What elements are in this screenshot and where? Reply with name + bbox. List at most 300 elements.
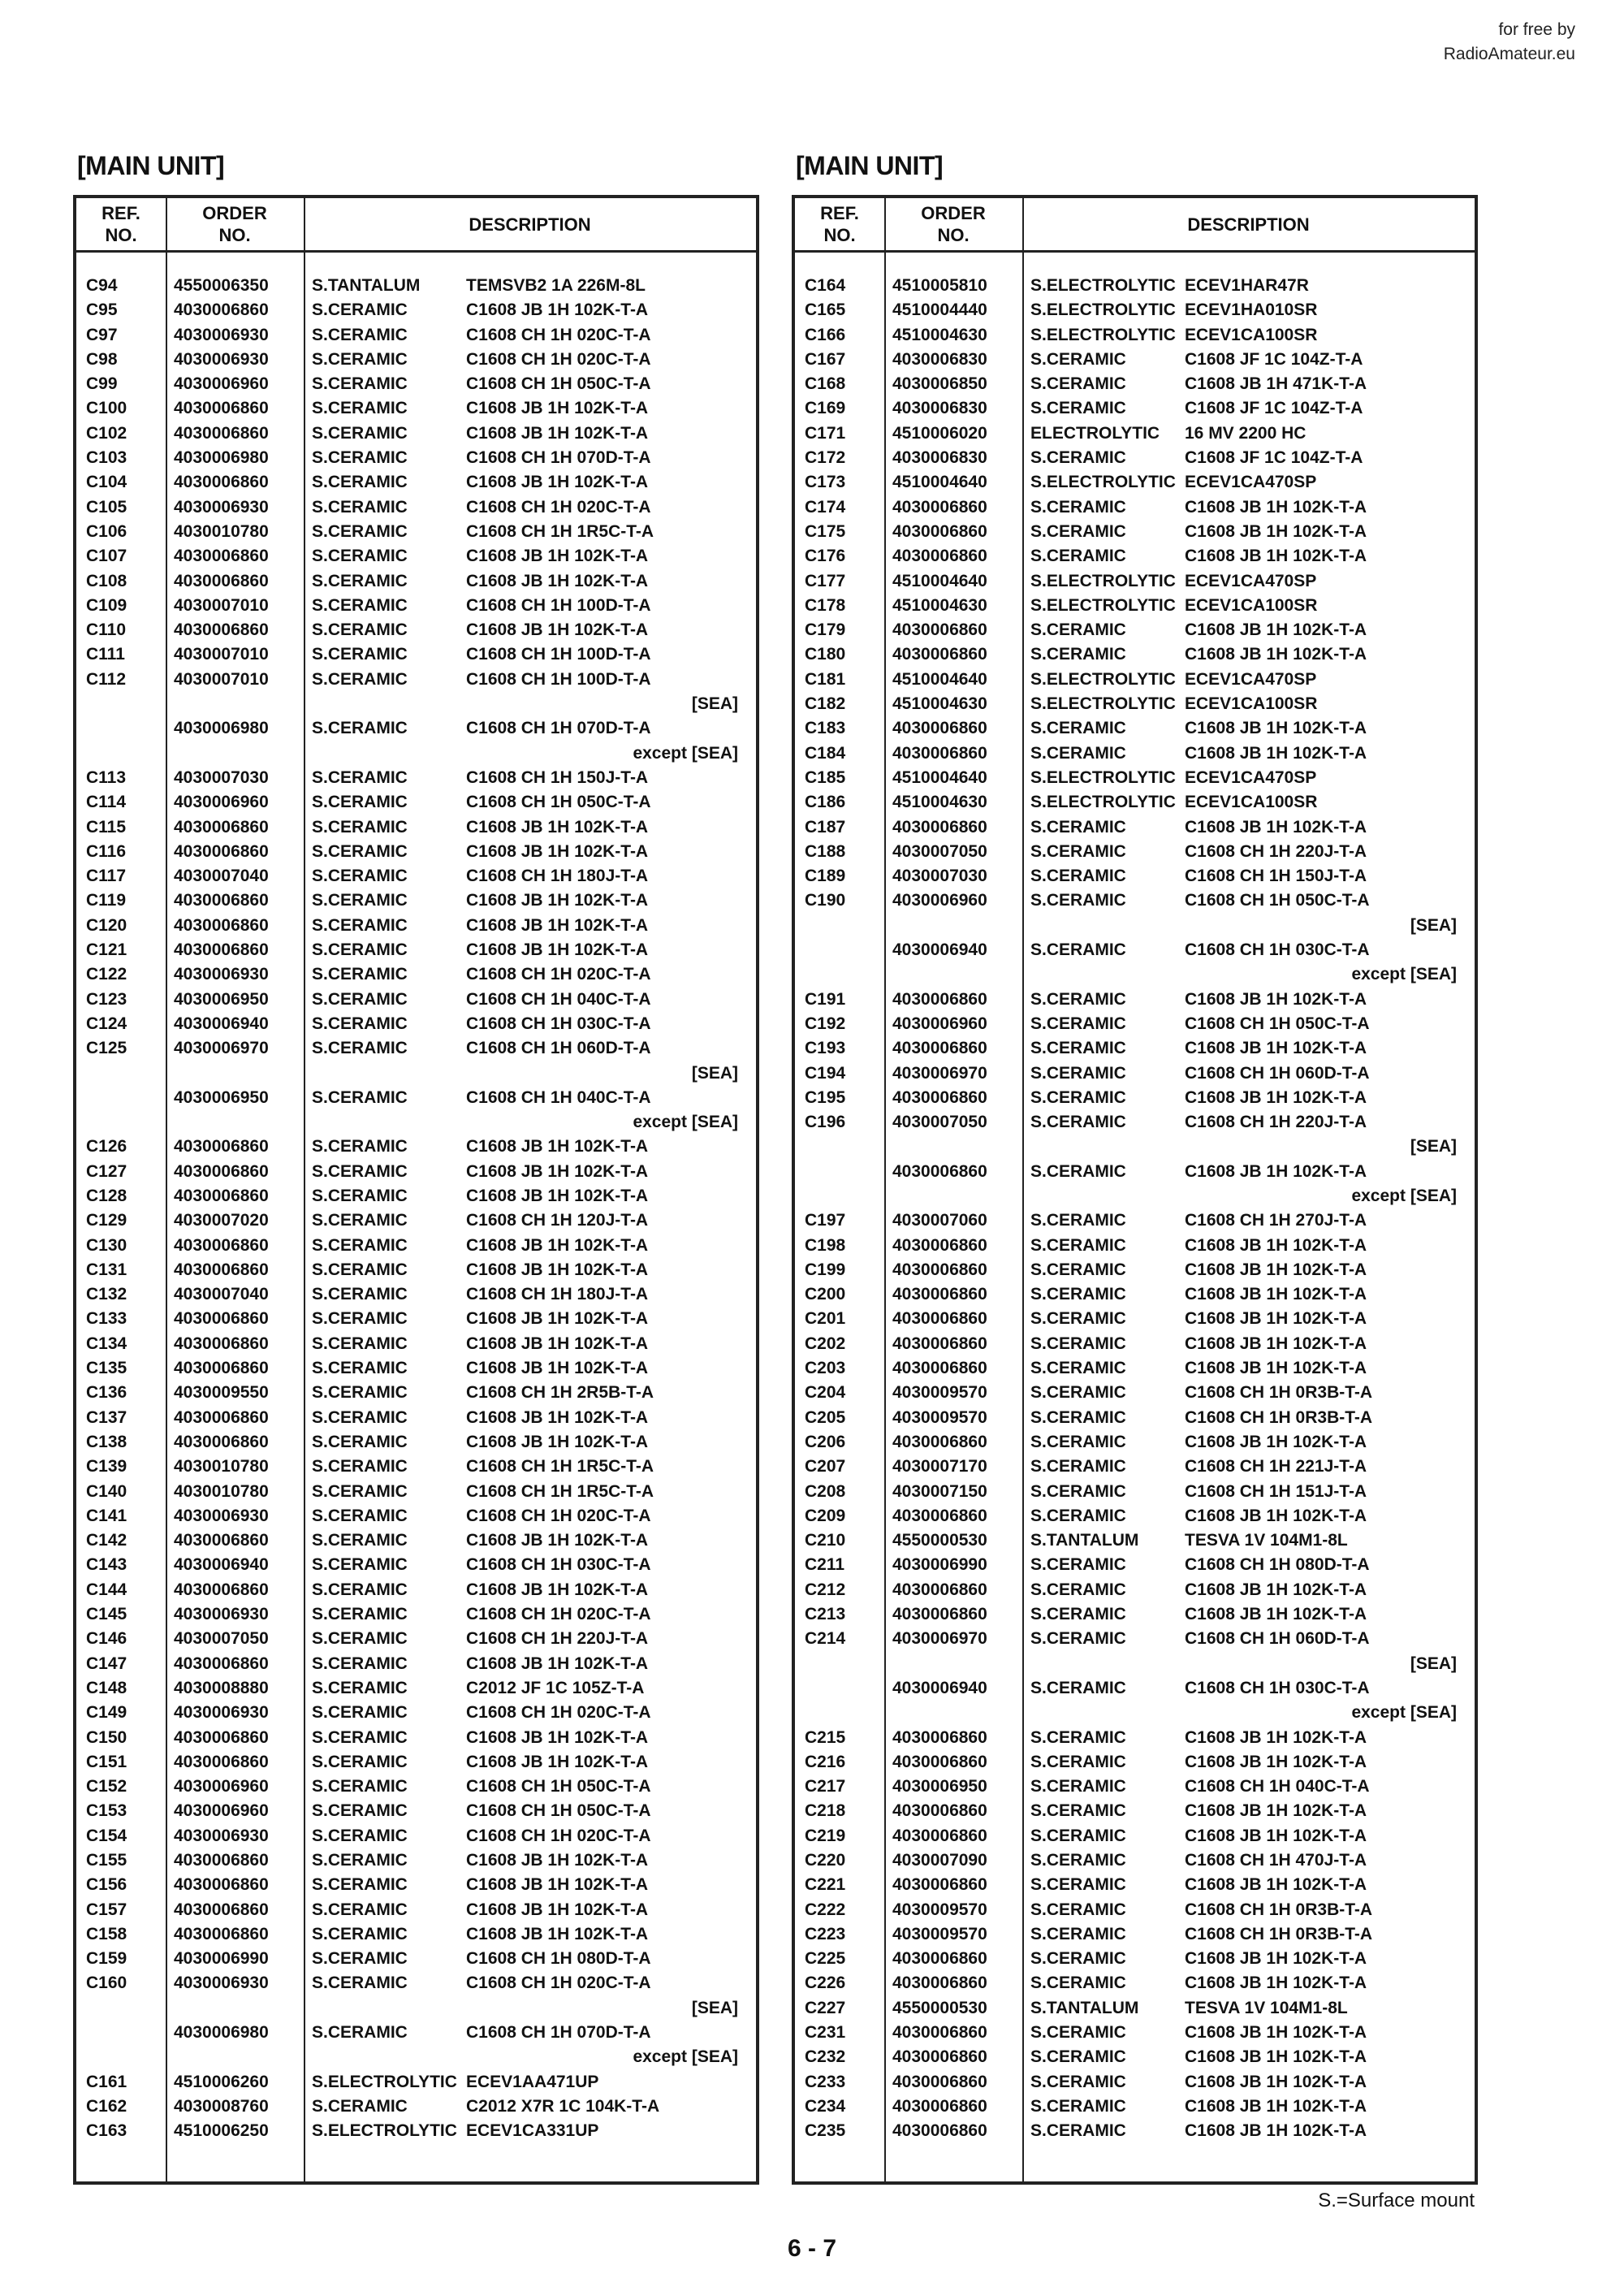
part-type: S.CERAMIC xyxy=(312,867,408,886)
table-row xyxy=(795,864,1475,888)
order-no: 4030006930 xyxy=(174,965,269,984)
ref-no: C111 xyxy=(86,645,125,664)
part-type: S.CERAMIC xyxy=(312,891,408,910)
order-no: 4030006860 xyxy=(892,1285,987,1304)
table-row xyxy=(795,2119,1475,2143)
ref-no: C116 xyxy=(86,841,127,861)
order-no: 4030006860 xyxy=(174,1359,269,1378)
ref-no: C213 xyxy=(805,1605,846,1624)
part-type: S.CERAMIC xyxy=(1030,743,1126,763)
table-row xyxy=(795,1947,1475,1971)
part-number: C1608 JB 1H 102K-T-A xyxy=(1185,817,1367,837)
table-row xyxy=(795,1381,1475,1405)
order-no: 4510006020 xyxy=(892,423,987,443)
order-no: 4030006830 xyxy=(892,399,987,418)
order-no: 4030006860 xyxy=(174,1137,269,1156)
part-type: S.CERAMIC xyxy=(312,817,408,837)
order-no: 4030009570 xyxy=(892,1383,987,1403)
part-number: ECEV1CA100SR xyxy=(1185,595,1318,615)
table-row xyxy=(76,1775,756,1799)
part-number: C1608 JB 1H 102K-T-A xyxy=(1185,1432,1367,1451)
part-type: S.CERAMIC xyxy=(312,1161,408,1181)
table-row xyxy=(795,396,1475,421)
part-type: S.CERAMIC xyxy=(1030,448,1126,468)
part-number: C1608 CH 1H 060D-T-A xyxy=(466,1039,651,1058)
order-no: 4030006860 xyxy=(892,1949,987,1969)
table-row xyxy=(795,1775,1475,1799)
part-number: ECEV1HA010SR xyxy=(1185,300,1318,320)
table-row xyxy=(76,1701,756,1725)
part-number: C1608 JB 1H 102K-T-A xyxy=(466,1924,649,1943)
order-no: 4030006860 xyxy=(892,989,987,1009)
part-type: S.CERAMIC xyxy=(1030,497,1126,517)
order-no: 4030006860 xyxy=(892,1309,987,1329)
part-type: S.CERAMIC xyxy=(312,1481,408,1501)
ref-no: C217 xyxy=(805,1777,846,1796)
ref-no: C205 xyxy=(805,1407,846,1427)
part-number: C1608 CH 1H 0R3B-T-A xyxy=(1185,1407,1373,1427)
ref-no: C212 xyxy=(805,1580,846,1599)
part-number: C1608 CH 1H 150J-T-A xyxy=(1185,867,1367,886)
part-number: C1608 JB 1H 102K-T-A xyxy=(466,571,649,590)
ref-no: C203 xyxy=(805,1359,846,1378)
part-number: C1608 CH 1H 050C-T-A xyxy=(466,1777,651,1796)
part-number: C1608 JB 1H 102K-T-A xyxy=(1185,1580,1367,1599)
table-row xyxy=(76,1922,756,1947)
part-type: S.CERAMIC xyxy=(1030,1974,1126,1993)
part-number: C1608 JB 1H 102K-T-A xyxy=(466,1432,649,1451)
part-number: C1608 JB 1H 102K-T-A xyxy=(466,1161,649,1181)
part-number: C1608 CH 1H 120J-T-A xyxy=(466,1211,649,1230)
table-row xyxy=(76,1504,756,1528)
order-no: 4030006960 xyxy=(174,1777,269,1796)
part-type: S.CERAMIC xyxy=(312,2096,408,2116)
ref-no: C184 xyxy=(805,743,846,763)
table-row xyxy=(76,1528,756,1553)
table-row xyxy=(795,914,1475,938)
part-number: C1608 CH 1H 220J-T-A xyxy=(466,1629,649,1649)
part-number: C1608 JB 1H 102K-T-A xyxy=(466,915,649,935)
table-row xyxy=(795,274,1475,298)
part-number: C1608 CH 1H 040C-T-A xyxy=(466,1087,651,1107)
order-no: 4030006860 xyxy=(174,1851,269,1870)
table-row xyxy=(795,1824,1475,1848)
order-no: 4030006930 xyxy=(174,497,269,517)
table-row xyxy=(795,668,1475,692)
part-number: C1608 CH 1H 0R3B-T-A xyxy=(1185,1924,1373,1943)
part-number: C1608 JB 1H 102K-T-A xyxy=(1185,2023,1367,2043)
part-number: C1608 CH 1H 1R5C-T-A xyxy=(466,1457,654,1476)
ref-no: C102 xyxy=(86,423,127,443)
part-number: C1608 CH 1H 050C-T-A xyxy=(1185,1014,1370,1033)
table-row xyxy=(795,1430,1475,1455)
table-row xyxy=(795,495,1475,520)
part-number: C1608 CH 1H 180J-T-A xyxy=(466,1285,649,1304)
table-row xyxy=(76,348,756,372)
table-row xyxy=(76,1873,756,1897)
part-type: S.CERAMIC xyxy=(1030,1457,1126,1476)
ref-no: C176 xyxy=(805,547,846,566)
order-no: 4030006960 xyxy=(174,1801,269,1821)
ref-no: C147 xyxy=(86,1654,127,1673)
part-number: C1608 JB 1H 102K-T-A xyxy=(466,1654,649,1673)
table-row xyxy=(76,1430,756,1455)
order-no: 4510004640 xyxy=(892,767,987,787)
order-no: 4030006860 xyxy=(892,620,987,640)
order-no: 4030006860 xyxy=(892,1506,987,1525)
part-type: S.CERAMIC xyxy=(1030,719,1126,738)
part-number: C1608 JB 1H 102K-T-A xyxy=(1185,1039,1367,1058)
part-type: S.CERAMIC xyxy=(1030,547,1126,566)
header-divider xyxy=(76,250,756,253)
part-number: C1608 JB 1H 102K-T-A xyxy=(466,473,649,492)
table-row xyxy=(76,569,756,594)
part-number: C1608 JB 1H 102K-T-A xyxy=(1185,645,1367,664)
table-row xyxy=(795,520,1475,544)
part-type: S.TANTALUM xyxy=(1030,1531,1139,1550)
table-row xyxy=(795,2021,1475,2045)
part-number: C1608 CH 1H 470J-T-A xyxy=(1185,1851,1367,1870)
region-note: except [SEA] xyxy=(1351,1186,1457,1205)
ref-no: C103 xyxy=(86,448,127,468)
table-row xyxy=(76,642,756,667)
ref-no: C99 xyxy=(86,374,118,394)
order-no: 4030006860 xyxy=(174,940,269,960)
part-number: C1608 JB 1H 102K-T-A xyxy=(1185,2121,1367,2141)
part-type: S.CERAMIC xyxy=(1030,1211,1126,1230)
order-no: 4030007090 xyxy=(892,1851,987,1870)
part-type: S.CERAMIC xyxy=(1030,1432,1126,1451)
part-type: S.CERAMIC xyxy=(312,1260,408,1279)
part-number: ECEV1CA470SP xyxy=(1185,669,1317,689)
part-number: TEMSVB2 1A 226M-8L xyxy=(466,276,646,295)
table-row xyxy=(795,1258,1475,1282)
ref-no: C160 xyxy=(86,1974,127,1993)
ref-no: C185 xyxy=(805,767,846,787)
ref-no: C161 xyxy=(86,2072,127,2091)
part-type: S.CERAMIC xyxy=(312,1580,408,1599)
order-no: 4510004640 xyxy=(892,669,987,689)
table-row xyxy=(795,1676,1475,1701)
table-row xyxy=(795,1406,1475,1430)
order-no: 4030007010 xyxy=(174,595,269,615)
part-type: S.CERAMIC xyxy=(1030,989,1126,1009)
part-number: C1608 JB 1H 102K-T-A xyxy=(466,423,649,443)
part-number: C1608 JB 1H 102K-T-A xyxy=(466,1727,649,1747)
ref-no: C153 xyxy=(86,1801,127,1821)
part-type: S.CERAMIC xyxy=(1030,1777,1126,1796)
part-number: C1608 CH 1H 020C-T-A xyxy=(466,1974,651,1993)
table-row xyxy=(795,1627,1475,1651)
part-number: C1608 CH 1H 020C-T-A xyxy=(466,1826,651,1845)
order-no: 4030006860 xyxy=(892,2121,987,2141)
part-number: C1608 CH 1H 080D-T-A xyxy=(466,1949,651,1969)
order-no: 4510006260 xyxy=(174,2072,269,2091)
part-number: C1608 JB 1H 102K-T-A xyxy=(1185,1260,1367,1279)
description-header: DESCRIPTION xyxy=(469,214,591,235)
part-type: S.CERAMIC xyxy=(1030,399,1126,418)
part-type: S.CERAMIC xyxy=(312,669,408,689)
part-number: C1608 CH 1H 180J-T-A xyxy=(466,867,649,886)
ref-no: C175 xyxy=(805,521,846,541)
part-number: C1608 CH 1H 1R5C-T-A xyxy=(466,521,654,541)
ref-no: C172 xyxy=(805,448,846,468)
part-number: C1608 JB 1H 102K-T-A xyxy=(466,1900,649,1919)
order-no: 4030006860 xyxy=(892,1605,987,1624)
table-row xyxy=(795,618,1475,642)
part-number: C1608 CH 1H 050C-T-A xyxy=(466,374,651,394)
order-no: 4030006940 xyxy=(892,1678,987,1697)
table-row xyxy=(76,1971,756,1995)
part-type: S.CERAMIC xyxy=(1030,1285,1126,1304)
order-no: 4030006830 xyxy=(892,349,987,369)
part-type: S.CERAMIC xyxy=(312,1014,408,1033)
part-number: C1608 CH 1H 040C-T-A xyxy=(466,989,651,1009)
part-type: S.CERAMIC xyxy=(312,448,408,468)
part-type: S.CERAMIC xyxy=(1030,1309,1126,1329)
ref-no: C214 xyxy=(805,1629,846,1649)
part-number: C1608 JB 1H 102K-T-A xyxy=(1185,1974,1367,1993)
table-row xyxy=(795,372,1475,396)
ref-no: C141 xyxy=(86,1506,127,1525)
ref-no: C195 xyxy=(805,1087,846,1107)
part-type: S.CERAMIC xyxy=(1030,1826,1126,1845)
part-number: C1608 JB 1H 102K-T-A xyxy=(1185,1285,1367,1304)
order-no: 4030006860 xyxy=(174,1727,269,1747)
table-row xyxy=(76,1898,756,1922)
part-number: C1608 JB 1H 102K-T-A xyxy=(1185,547,1367,566)
order-no: 4030006860 xyxy=(892,1039,987,1058)
part-type: S.CERAMIC xyxy=(1030,1087,1126,1107)
ref-no: C235 xyxy=(805,2121,846,2141)
part-type: S.CERAMIC xyxy=(312,1875,408,1895)
ref-no: C192 xyxy=(805,1014,846,1033)
ref-no: C151 xyxy=(86,1752,127,1771)
part-type: S.CERAMIC xyxy=(312,1900,408,1919)
ref-no: C225 xyxy=(805,1949,846,1969)
part-number: C1608 JB 1H 102K-T-A xyxy=(466,1359,649,1378)
ref-no: C119 xyxy=(86,891,127,910)
ref-no: C208 xyxy=(805,1481,846,1501)
order-no: 4030009570 xyxy=(892,1900,987,1919)
table-row xyxy=(795,1036,1475,1061)
table-row xyxy=(795,692,1475,716)
table-row xyxy=(795,642,1475,667)
order-no: 4030006860 xyxy=(174,1334,269,1353)
order-no: 4030006860 xyxy=(174,1531,269,1550)
part-type: S.CERAMIC xyxy=(312,473,408,492)
region-note: except [SEA] xyxy=(633,2047,738,2067)
order-no: 4030007040 xyxy=(174,1285,269,1304)
ref-no: C219 xyxy=(805,1826,846,1845)
table-row xyxy=(76,1208,756,1233)
ref-no: C107 xyxy=(86,547,127,566)
part-type: S.CERAMIC xyxy=(312,1974,408,1993)
table-row xyxy=(76,840,756,864)
part-type: S.CERAMIC xyxy=(1030,374,1126,394)
part-type: S.CERAMIC xyxy=(312,1432,408,1451)
part-number: C1608 JB 1H 102K-T-A xyxy=(1185,2072,1367,2091)
part-number: C1608 JB 1H 102K-T-A xyxy=(1185,521,1367,541)
part-number: C1608 JB 1H 102K-T-A xyxy=(1185,1309,1367,1329)
ref-no: C157 xyxy=(86,1900,127,1919)
order-no: 4030006860 xyxy=(174,1752,269,1771)
table-row xyxy=(76,1332,756,1356)
ref-no: C95 xyxy=(86,300,118,320)
part-type: S.CERAMIC xyxy=(312,1752,408,1771)
part-number: C1608 JB 1H 102K-T-A xyxy=(466,399,649,418)
part-number: C1608 CH 1H 020C-T-A xyxy=(466,349,651,369)
ref-no: C166 xyxy=(805,325,846,344)
part-type: S.CERAMIC xyxy=(312,793,408,812)
order-no: 4030006860 xyxy=(174,620,269,640)
order-no: 4030006860 xyxy=(174,1580,269,1599)
part-type: S.CERAMIC xyxy=(1030,1900,1126,1919)
part-type: S.CERAMIC xyxy=(312,1407,408,1427)
order-no: 4030006930 xyxy=(174,1826,269,1845)
region-note: except [SEA] xyxy=(1351,1703,1457,1723)
table-row xyxy=(76,1947,756,1971)
part-number: C1608 JB 1H 102K-T-A xyxy=(1185,1875,1367,1895)
part-type: S.CERAMIC xyxy=(312,1703,408,1723)
part-number: C1608 JB 1H 102K-T-A xyxy=(466,817,649,837)
order-no: 4030006860 xyxy=(174,1161,269,1181)
part-type: S.CERAMIC xyxy=(312,1359,408,1378)
part-type: S.CERAMIC xyxy=(1030,1949,1126,1969)
ref-no: C179 xyxy=(805,620,846,640)
order-no-header: ORDER NO. xyxy=(921,203,986,245)
order-no: 4030006860 xyxy=(892,2023,987,2043)
order-no: 4030006860 xyxy=(174,817,269,837)
table-row xyxy=(76,544,756,569)
part-number: C1608 JB 1H 102K-T-A xyxy=(1185,743,1367,763)
part-type: S.CERAMIC xyxy=(312,1777,408,1796)
part-number: C1608 CH 1H 030C-T-A xyxy=(1185,940,1370,960)
order-no: 4030006950 xyxy=(174,989,269,1009)
part-type: S.ELECTROLYTIC xyxy=(1030,595,1176,615)
part-type: S.CERAMIC xyxy=(1030,891,1126,910)
part-type: S.CERAMIC xyxy=(1030,521,1126,541)
table-row xyxy=(795,766,1475,790)
ref-no: C167 xyxy=(805,349,846,369)
order-no: 4030006860 xyxy=(174,1924,269,1943)
part-type: S.ELECTROLYTIC xyxy=(1030,767,1176,787)
order-no: 4030006860 xyxy=(892,2072,987,2091)
order-no: 4030007050 xyxy=(892,1113,987,1132)
region-note: except [SEA] xyxy=(633,1113,738,1132)
part-number: C1608 JB 1H 102K-T-A xyxy=(1185,1334,1367,1353)
ref-no: C173 xyxy=(805,473,846,492)
part-number: C1608 CH 1H 151J-T-A xyxy=(1185,1481,1367,1501)
table-row xyxy=(795,348,1475,372)
ref-no: C164 xyxy=(805,276,846,295)
table-row xyxy=(76,1135,756,1159)
order-no: 4030006860 xyxy=(892,1432,987,1451)
table-row xyxy=(795,1750,1475,1775)
part-type: S.CERAMIC xyxy=(1030,1678,1126,1697)
order-no: 4030006930 xyxy=(174,1506,269,1525)
order-no: 4030006860 xyxy=(892,1974,987,1993)
ref-no: C146 xyxy=(86,1629,127,1649)
table-row xyxy=(795,1504,1475,1528)
order-no: 4030006860 xyxy=(892,1801,987,1821)
part-type: S.CERAMIC xyxy=(1030,2023,1126,2043)
part-type: S.CERAMIC xyxy=(1030,645,1126,664)
right-section-title: [MAIN UNIT] xyxy=(796,151,944,180)
left-table-body xyxy=(76,274,756,2144)
part-type: S.ELECTROLYTIC xyxy=(1030,473,1176,492)
order-no: 4550000530 xyxy=(892,1531,987,1550)
table-row xyxy=(795,2070,1475,2095)
part-number: C1608 JB 1H 102K-T-A xyxy=(466,1752,649,1771)
table-row xyxy=(795,1332,1475,1356)
order-no: 4030006960 xyxy=(174,374,269,394)
order-no: 4030010780 xyxy=(174,1457,269,1476)
table-row xyxy=(795,1848,1475,1873)
part-type: S.CERAMIC xyxy=(1030,2072,1126,2091)
part-number: C1608 CH 1H 070D-T-A xyxy=(466,448,651,468)
order-no: 4030006860 xyxy=(892,645,987,664)
part-type: S.CERAMIC xyxy=(312,349,408,369)
table-row xyxy=(76,864,756,888)
part-number: C1608 JB 1H 102K-T-A xyxy=(1185,1752,1367,1771)
table-row xyxy=(795,1578,1475,1602)
order-no: 4030006930 xyxy=(174,1974,269,1993)
ref-no: C206 xyxy=(805,1432,846,1451)
table-row xyxy=(76,446,756,470)
part-type: S.CERAMIC xyxy=(1030,1161,1126,1181)
table-row xyxy=(76,716,756,741)
order-no: 4030006860 xyxy=(174,547,269,566)
table-row xyxy=(795,569,1475,594)
ref-no: C130 xyxy=(86,1235,127,1255)
ref-no: C129 xyxy=(86,1211,127,1230)
table-row xyxy=(76,1553,756,1577)
table-row xyxy=(795,1873,1475,1897)
order-no: 4030009570 xyxy=(892,1407,987,1427)
table-row xyxy=(76,422,756,446)
part-type: S.CERAMIC xyxy=(1030,1359,1126,1378)
ref-no: C199 xyxy=(805,1260,846,1279)
ref-no: C134 xyxy=(86,1334,127,1353)
table-row xyxy=(795,1922,1475,1947)
part-type: S.ELECTROLYTIC xyxy=(1030,793,1176,812)
part-type: S.ELECTROLYTIC xyxy=(1030,571,1176,590)
part-number: C1608 CH 1H 060D-T-A xyxy=(1185,1063,1370,1083)
table-row xyxy=(76,1036,756,1061)
part-number: C1608 JF 1C 104Z-T-A xyxy=(1185,448,1363,468)
part-number: C1608 JB 1H 102K-T-A xyxy=(1185,497,1367,517)
table-row xyxy=(795,1086,1475,1110)
part-type: S.CERAMIC xyxy=(312,547,408,566)
order-no: 4030007050 xyxy=(174,1629,269,1649)
part-number: C1608 JB 1H 102K-T-A xyxy=(1185,620,1367,640)
order-no: 4030006860 xyxy=(174,1186,269,1205)
ref-no: C120 xyxy=(86,915,127,935)
order-no: 4030007010 xyxy=(174,669,269,689)
order-no: 4030006860 xyxy=(174,1235,269,1255)
ref-no: C188 xyxy=(805,841,846,861)
ref-no: C94 xyxy=(86,276,118,295)
part-number: C1608 JB 1H 102K-T-A xyxy=(466,891,649,910)
table-row xyxy=(76,1110,756,1135)
ref-no: C143 xyxy=(86,1555,127,1575)
part-type: S.CERAMIC xyxy=(312,521,408,541)
order-no: 4030006860 xyxy=(174,1260,269,1279)
right-parts-table xyxy=(792,195,1478,2185)
part-number: C1608 JB 1H 102K-T-A xyxy=(1185,2096,1367,2116)
table-row xyxy=(76,2119,756,2143)
